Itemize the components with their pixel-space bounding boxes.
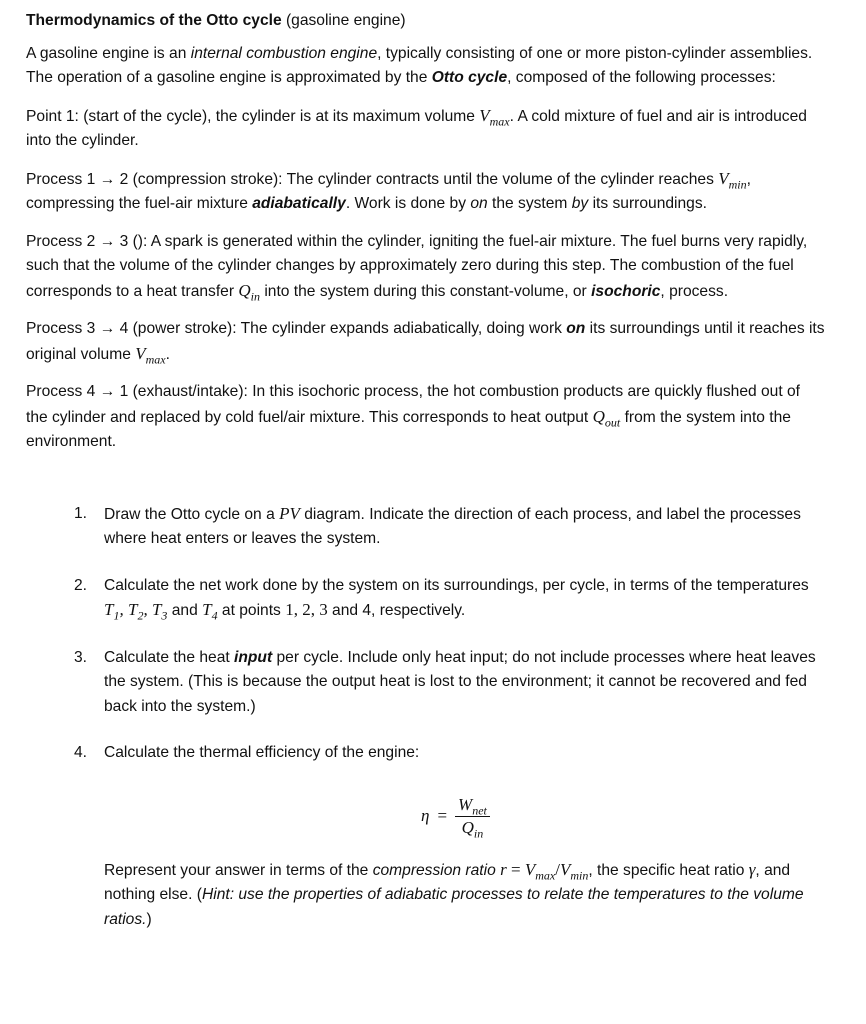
fraction-denominator: $Q_{in}$ [461,817,484,840]
question-number: 4. [74,744,88,761]
process34-text-3: . [165,345,170,363]
section-spacer [26,468,826,502]
process12-em-by: by [571,195,589,212]
process12-paragraph [26,167,826,217]
process41-text-1: Process 4 → 1 (exhaust/intake): In this isochoric process, the hot combustion products are quickly flushed out of the cylinder and replaced by cold fuel/air mixture. This corresponds to heat output [26,383,801,426]
qin-variable: $Q_{in}$ [238,280,260,303]
final-text-2: , the specific heat ratio [588,861,749,879]
q2-text-5: and 4, respectively. [327,602,466,619]
title-rest: (gasoline engine) [281,12,406,29]
temperature-t4: $T_4$ [202,600,218,623]
process34-paragraph [26,317,826,367]
vmax-over-vmin: $V_{max}/V_{min}$ [524,859,589,882]
question-3 [26,646,826,720]
q3-text-1: Calculate the heat [104,648,235,666]
equals-sign: = [437,805,448,825]
q3-text-2: per cycle. Include only heat input; do not include processes where heat leaves the system. (This is because the output heat is lost to the environment; it cannot be recovered and fed back into the system.) [104,648,816,715]
question-number: 1. [74,504,88,522]
fraction-numerator: $W_{net}$ [455,794,490,817]
efficiency-fraction [455,794,490,839]
process23-text-3: , process. [660,282,729,300]
document-title [26,9,826,34]
q1-text-1: Draw the Otto cycle on a [104,505,280,523]
gamma-symbol: γ [748,859,756,879]
process23-text-2: into the system during this constant-volume, or [260,282,592,300]
final-em-compression-ratio: compression ratio [372,861,496,879]
q4-text-1: Calculate the thermal efficiency of the engine: [104,744,420,761]
final-text-1: Represent your answer in terms of the [104,861,373,879]
final-hint: Hint: use the properties of adiabatic processes to relate the temperatures to the volume ratios. [104,886,804,928]
process23-paragraph [26,230,826,305]
process34-bold-on: on [566,320,586,337]
q2-text-3: at points [217,602,286,619]
process34-text-2: its surroundings until it reaches its original volume [26,320,825,363]
q2-text-2: and [167,602,203,619]
q3-bold-input: input [234,648,273,666]
points-list: 1, 2, 3 [285,600,328,619]
final-text-3: , and nothing else. ( [104,861,791,903]
point1-text-2: . A cold mixture of fuel and air is introduced into the cylinder. [26,107,807,149]
point1-paragraph [26,104,826,154]
vmax-variable: $V_{max}$ [479,105,510,128]
vmax-variable-2: $V_{max}$ [135,343,166,366]
process41-text-2: from the system into the environment. [26,408,791,450]
intro-text-1: A gasoline engine is an [26,44,191,62]
process23-text-1: Process 2 → 3 (): A spark is generated within the cylinder, igniting the fuel-air mixture. The fuel burns very rapidly, such that the volume of the cylinder changes by approximately zero during this step. The combustion of the fuel corresponds to a heat transfer [26,232,808,300]
title-bold: Thermodynamics of the Otto cycle [26,12,282,29]
process12-bold-adiabatically: adiabatically [252,195,346,212]
q1-text-2: diagram. Indicate the direction of each process, and label the processes where heat enters or leaves the system. [104,505,801,547]
process23-bold-isochoric: isochoric [591,282,661,300]
intro-text-2: , typically consisting of one or more piston-cylinder assemblies. The operation of a gasoline engine is approximated by the [26,44,813,86]
document-page [26,9,826,932]
efficiency-equation [26,784,826,854]
pv-variable: PV [279,503,300,523]
qout-variable: $Q_{out}$ [592,406,621,429]
intro-text-3: , composed of the following processes: [507,69,776,86]
question-number: 2. [74,576,88,594]
process12-text-2: , compressing the fuel-air mixture [26,170,751,212]
process41-paragraph [26,380,826,455]
vmin-variable: $V_{min}$ [718,168,747,191]
intro-paragraph [26,42,826,91]
process12-text-4: the system [487,195,572,212]
point1-text-1: Point 1: (start of the cycle), the cylinder is at its maximum volume [26,107,480,125]
process12-em-on: on [470,195,488,212]
intro-em-internal-combustion: internal combustion engine [190,44,378,62]
final-instruction [26,858,826,933]
question-list [26,502,826,766]
intro-bold-otto-cycle: Otto cycle [431,69,508,86]
question-4 [26,741,826,766]
question-2 [26,574,826,624]
process34-text-1: Process 3 → 4 (power stroke): The cylinder expands adiabatically, doing work [26,320,567,337]
process12-text-5: its surroundings. [588,195,707,212]
equals-sign-2: = [506,859,525,879]
eta-symbol: η [421,805,430,825]
temperatures-t1-t3: $T_1$, $T_2$, $T_3$ [104,600,168,623]
question-1 [26,502,826,552]
final-text-4: ) [146,910,152,928]
process12-text-1: Process 1 → 2 (compression stroke): The cylinder contracts until the volume of the cylinder reaches [26,170,719,188]
r-variable: r [500,859,507,879]
process12-text-3: . Work is done by [345,195,471,212]
q2-text-1: Calculate the net work done by the system on its surroundings, per cycle, in terms of the temperatures [104,576,809,594]
question-number: 3. [74,648,88,666]
